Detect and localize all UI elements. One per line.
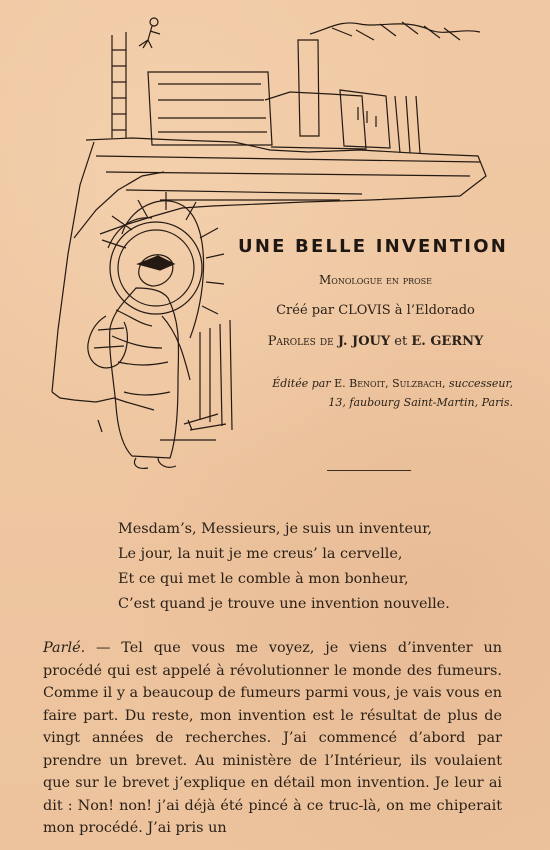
song-title: UNE BELLE INVENTION [238,236,508,257]
verse-line: Et ce qui met le comble à mon bonheur, [118,571,409,587]
address-text: faubourg Saint-Martin, Paris. [349,395,513,409]
publisher-line [238,375,513,394]
verse-block [118,517,478,617]
address-number: 13, [328,395,346,409]
publisher-prefix: Éditée par [272,377,331,390]
speaker-dash: — [96,640,111,656]
verse-line: C’est quand je trouve une invention nouvelle. [118,596,450,612]
verse-line: Mesdam’s, Messieurs, je suis un inventeur, [118,521,433,537]
section-divider [327,470,411,471]
author-two: E. GERNY [411,334,484,349]
lyrics-credit [238,334,513,349]
publisher-suffix: successeur, [449,377,513,390]
prose-text: Tel que vous me voyez, je viens d’inventer un procédé qui est appelé à révolutionner le monde des fumeurs. Comme il y a beaucoup de fumeurs parmi vous, je vais vous en faire part. Du reste, mon invention est le résultat de plus de vingt années de recherches. J’ai commencé d’abord par prendre un brevet. Au ministère de l’Intérieur, ils voulaient que sur le brevet j’explique en détail mon invention. Je leur ai dit : Non! non! j’ai déjà été pincé à ce truc-là, on me chiperait mon procédé. J’ai pris un [43,640,502,836]
speaker-label: Parlé. [43,640,86,656]
genre-subtitle: Monologue en prose [318,273,432,287]
lyrics-prefix: Paroles de [267,334,334,349]
title-block [238,236,513,412]
prose-paragraph [43,637,502,840]
credit-conjunction: et [394,334,408,349]
created-by: Créé par CLOVIS à l’Eldorado [276,303,475,318]
author-one: J. JOUY [337,334,391,349]
verse-line: Le jour, la nuit je me creus’ la cervelle, [118,546,403,562]
address-line [238,394,513,413]
publisher-info [238,375,513,412]
publisher-name: E. Benoit, Sulzbach, [334,377,446,390]
